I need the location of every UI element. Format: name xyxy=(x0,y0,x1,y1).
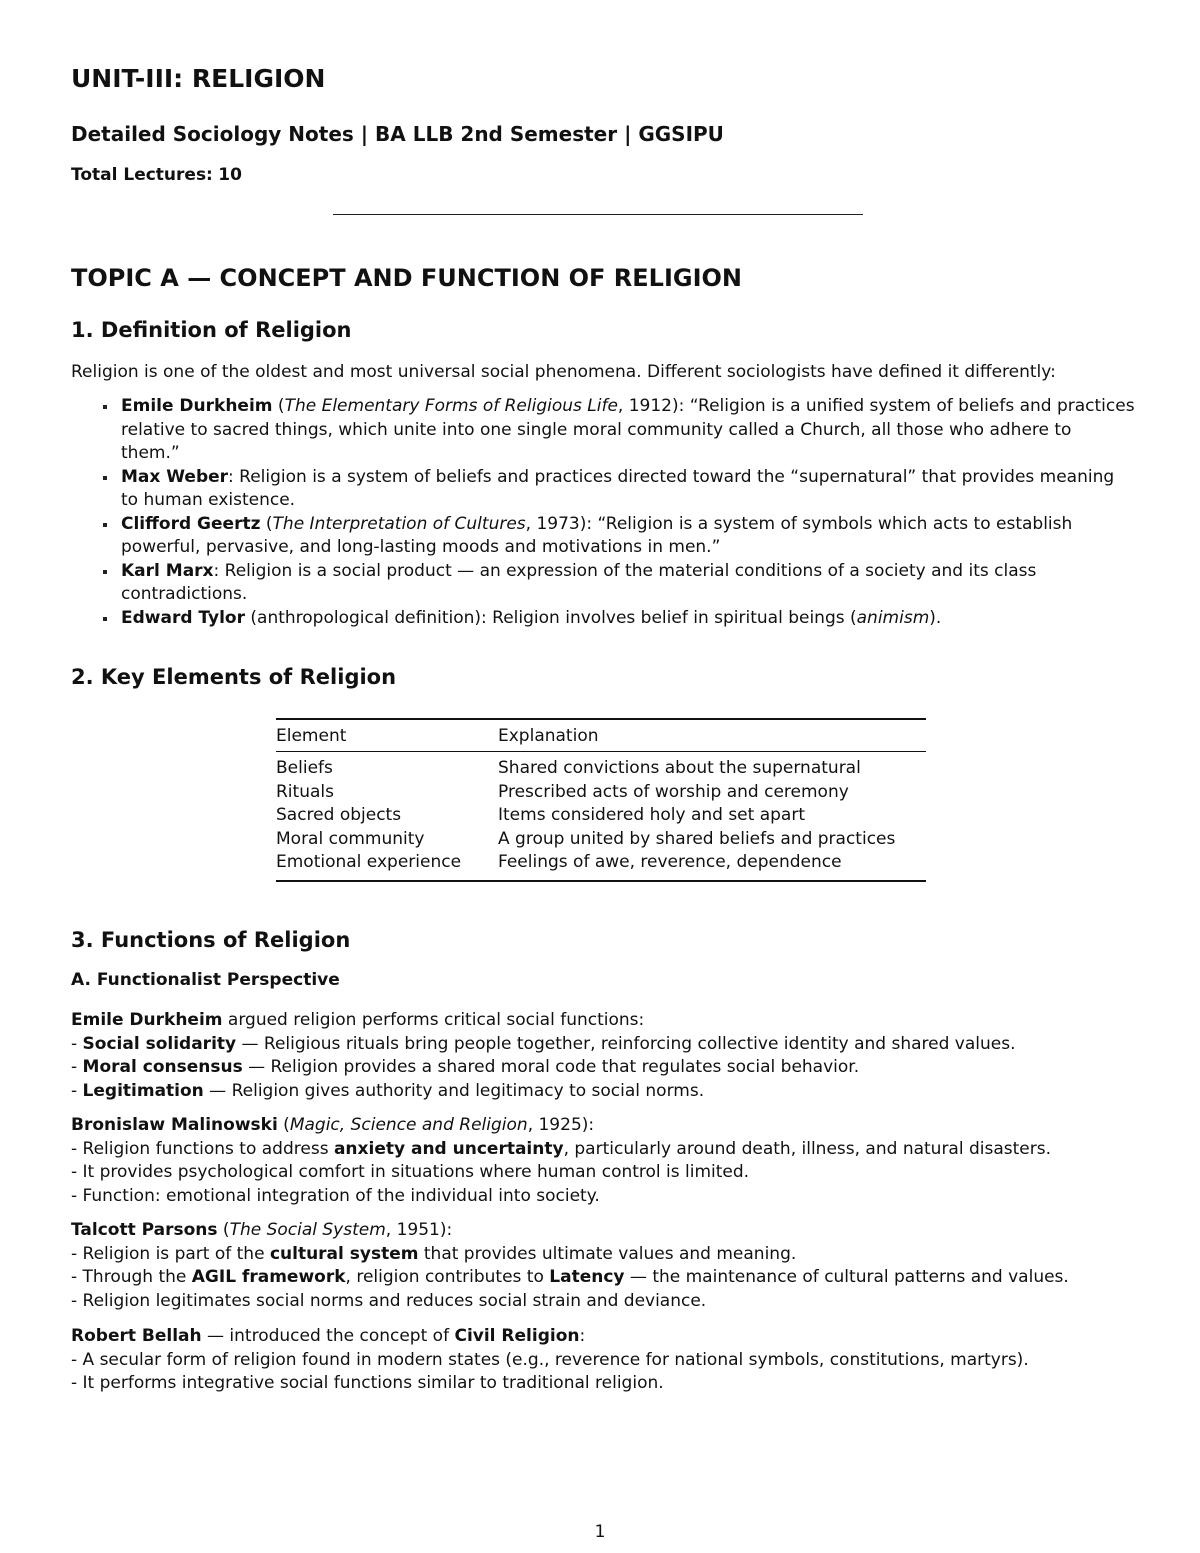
text-span: ( xyxy=(272,396,285,416)
table-cell: Sacred objects xyxy=(276,805,402,825)
definition-text: : Religion is a system of beliefs and practices directed toward the “supernatural” that provides meaning to human existence. xyxy=(121,466,1115,510)
column-header-explanation: Explanation xyxy=(498,719,926,752)
definition-text: , 1912): “Religion is a unified system of beliefs and practices relative to sacred things, which unite into one single moral community called a Church, all those who adhere to them.” xyxy=(121,396,1135,463)
elements-table xyxy=(276,718,926,882)
table-cell: Feelings of awe, reverence, dependence xyxy=(498,851,926,881)
parsons-intro xyxy=(71,1219,1151,1243)
definition-text: , 1973): “Religion is a system of symbols which acts to establish powerful, pervasive, and long-lasting moods and motivations in men.” xyxy=(121,513,1073,557)
list-item: - It performs integrative social functions similar to traditional religion. xyxy=(71,1373,664,1393)
definitions-list xyxy=(99,395,1135,630)
list-item-durkheim xyxy=(99,395,1135,466)
list-item xyxy=(71,1243,1151,1267)
table-header-row xyxy=(276,719,926,752)
table-row xyxy=(276,752,926,781)
term: Civil Religion xyxy=(454,1326,580,1346)
text-span: , particularly around death, illness, and natural disasters. xyxy=(563,1138,1051,1159)
term: Moral consensus xyxy=(82,1057,243,1077)
malinowski-intro xyxy=(71,1114,1151,1138)
text-span: — introduced the concept of xyxy=(201,1326,455,1346)
term: AGIL framework xyxy=(191,1267,346,1287)
list-item: - Moral consensus — Religion provides a shared moral code that regulates social behavior. xyxy=(71,1057,860,1077)
table-cell: Beliefs xyxy=(276,758,333,778)
sociologist-name: Talcott Parsons xyxy=(71,1220,218,1240)
list-item-marx xyxy=(99,560,1135,607)
definition-text: : Religion is a social product — an expression of the material conditions of a society and its class contradictions. xyxy=(121,560,1037,604)
text-span: , 1951): xyxy=(385,1220,453,1240)
list-item xyxy=(71,1266,1151,1290)
term: Social solidarity xyxy=(82,1033,237,1054)
table-cell: Emotional experience xyxy=(276,851,498,881)
definition-text: (anthropological definition): Religion involves belief in spiritual beings ( xyxy=(244,607,857,628)
subheading-functionalist: A. Functionalist Perspective xyxy=(71,970,340,990)
text-span: , 1925): xyxy=(527,1115,595,1135)
table-cell: Shared convictions about the supernatural xyxy=(498,758,861,778)
term: anxiety and uncertainty xyxy=(333,1138,564,1159)
total-lectures xyxy=(71,165,242,185)
work-title: The Social System xyxy=(229,1220,386,1240)
text-span: - Through the xyxy=(71,1267,192,1287)
section-heading-definition: 1. Definition of Religion xyxy=(71,318,352,342)
text-span: — Religion gives authority and legitimacy to social norms. xyxy=(203,1080,705,1101)
topic-heading: TOPIC A — CONCEPT AND FUNCTION OF RELIGION xyxy=(71,264,743,292)
text-span: — Religion provides a shared moral code that regulates social behavior. xyxy=(242,1057,860,1077)
malinowski-block xyxy=(71,1114,1151,1208)
table-row xyxy=(276,851,926,881)
text-span: argued religion performs critical social functions: xyxy=(222,1010,645,1030)
text-span: — Religious rituals bring people together, reinforcing collective identity and shared values. xyxy=(236,1033,1016,1054)
durkheim-block xyxy=(71,1009,1151,1103)
column-header-element: Element xyxy=(276,719,498,752)
work-title: The Interpretation of Cultures xyxy=(272,513,526,534)
parsons-block xyxy=(71,1219,1151,1313)
work-title: Magic, Science and Religion xyxy=(289,1115,528,1135)
section-heading-key-elements: 2. Key Elements of Religion xyxy=(71,665,397,689)
text-span: ). xyxy=(929,607,942,628)
list-item: - Religion legitimates social norms and reduces social strain and deviance. xyxy=(71,1290,707,1311)
sociologist-name: Emile Durkheim xyxy=(71,1010,223,1030)
sociologist-name: Emile Durkheim xyxy=(121,396,273,416)
bellah-block xyxy=(71,1325,1151,1396)
list-item-geertz xyxy=(99,513,1135,560)
text-span: ( xyxy=(277,1115,290,1135)
table-row xyxy=(276,828,926,852)
bellah-intro xyxy=(71,1325,1151,1349)
section-heading-functions: 3. Functions of Religion xyxy=(71,928,351,952)
table-row xyxy=(276,804,926,828)
text-span: ( xyxy=(217,1220,230,1240)
text-span: , religion contributes to xyxy=(345,1267,550,1287)
table-cell: A group united by shared beliefs and practices xyxy=(498,828,896,849)
text-span: — the maintenance of cultural patterns and values. xyxy=(624,1267,1069,1287)
work-title: The Elementary Forms of Religious Life xyxy=(284,396,618,416)
document-subtitle: Detailed Sociology Notes | BA LLB 2nd Semester | GGSIPU xyxy=(71,122,724,146)
term: Latency xyxy=(549,1267,625,1287)
list-item: - Function: emotional integration of the individual into society. xyxy=(71,1185,600,1206)
sociologist-name: Robert Bellah xyxy=(71,1326,202,1346)
list-item: - A secular form of religion found in modern states (e.g., reverence for national symbols, constitutions, martyrs). xyxy=(71,1349,1029,1370)
lectures-label: Total Lectures: xyxy=(71,165,213,185)
sociologist-name: Edward Tylor xyxy=(121,607,245,628)
table-cell: Items considered holy and set apart xyxy=(498,805,805,825)
text-span: : xyxy=(579,1326,586,1346)
lectures-value: 10 xyxy=(218,165,242,185)
horizontal-divider xyxy=(333,214,863,215)
sociologist-name: Clifford Geertz xyxy=(121,513,261,534)
term: cultural system xyxy=(269,1243,419,1264)
table-cell: Moral community xyxy=(276,828,425,849)
table-cell: Prescribed acts of worship and ceremony xyxy=(498,781,849,802)
sociologist-name: Karl Marx xyxy=(121,560,214,581)
text-span: - Religion is part of the xyxy=(71,1243,270,1264)
text-span: that provides ultimate values and meaning. xyxy=(418,1243,797,1264)
term: animism xyxy=(856,607,930,628)
table-row xyxy=(276,781,926,805)
unit-title: UNIT-III: RELIGION xyxy=(71,64,326,93)
list-item: - It provides psychological comfort in situations where human control is limited. xyxy=(71,1162,750,1182)
term: Legitimation xyxy=(82,1080,204,1101)
list-item xyxy=(71,1138,1151,1162)
table-cell: Rituals xyxy=(276,781,334,802)
list-item-tylor xyxy=(99,607,1135,631)
list-item: - Social solidarity — Religious rituals bring people together, reinforcing collective identity and shared values. xyxy=(71,1033,1016,1054)
list-item-weber xyxy=(99,466,1135,513)
page-number: 1 xyxy=(594,1522,606,1542)
list-item: - Legitimation — Religion gives authority and legitimacy to social norms. xyxy=(71,1080,705,1101)
text-span: ( xyxy=(260,513,273,534)
sociologist-name: Max Weber xyxy=(121,466,229,487)
definition-intro: Religion is one of the oldest and most universal social phenomena. Different sociologists have defined it differently: xyxy=(71,362,1056,382)
text-span: - Religion functions to address xyxy=(71,1138,334,1159)
sociologist-name: Bronislaw Malinowski xyxy=(71,1115,278,1135)
durkheim-intro xyxy=(71,1009,1151,1033)
